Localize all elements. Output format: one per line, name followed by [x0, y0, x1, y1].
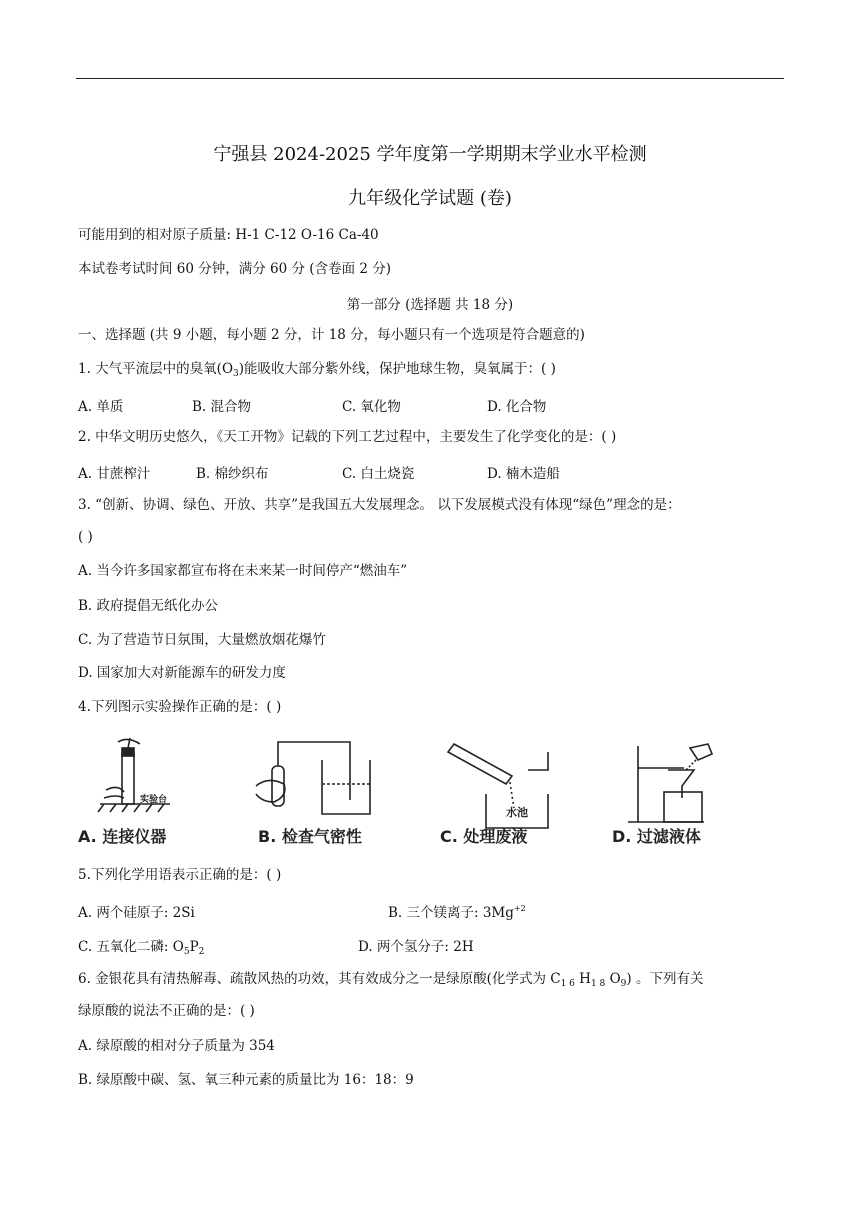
- figure-d-filtration: [628, 744, 712, 822]
- question-4-stem: 4.下列图示实验操作正确的是：( ): [78, 699, 282, 715]
- q1-option-d: D. 化合物: [487, 399, 547, 415]
- question-3-stem: 3. “创新、协调、绿色、开放、共享”是我国五大发展理念。 以下发展模式没有体现“绿色”理念的是：: [78, 497, 681, 513]
- q6-option-a: A. 绿原酸的相对分子质量为 354: [78, 1038, 275, 1054]
- lab-bench-label: 实验台: [140, 795, 168, 805]
- exam-time: 本试卷考试时间 60 分钟，满分 60 分 (含卷面 2 分): [78, 261, 392, 277]
- top-rule: [76, 78, 784, 79]
- section-instruction: 一、选择题 (共 9 小题，每小题 2 分，计 18 分，每小题只有一个选项是符合题意的): [78, 327, 585, 343]
- lab-operations-figure: [78, 736, 718, 852]
- q1-option-a: A. 单质: [78, 399, 124, 415]
- q2-option-c: C. 白土烧瓷: [342, 466, 415, 482]
- exam-subtitle: 九年级化学试题 (卷): [348, 188, 512, 209]
- q5-option-d: D. 两个氢分子: 2H: [358, 939, 474, 955]
- question-3-blank: ( ): [78, 529, 93, 545]
- question-6-stem: 6. 金银花具有清热解毒、疏散风热的功效，其有效成分之一是绿原酸(化学式为 $C_{1 6}$ $H_{1 8}$ $O_9$) 。下列有关: [78, 971, 704, 989]
- part1-heading: 第一部分 (选择题 共 18 分): [346, 297, 514, 313]
- q5-option-c: C. 五氧化二磷: $O_5P_2$: [78, 939, 205, 957]
- q3-option-d: D. 国家加大对新能源车的研发力度: [78, 665, 286, 681]
- q2-option-b: B. 棉纱织布: [196, 466, 269, 482]
- q1-option-b: B. 混合物: [192, 399, 252, 415]
- q1-option-c: C. 氧化物: [342, 399, 401, 415]
- atomic-masses: 可能用到的相对原子质量: H-1 C-12 O-16 Ca-40: [78, 227, 379, 243]
- q5-option-b: B. 三个镁离子: $3Mg^{+2}$: [388, 904, 526, 921]
- q2-option-d: D. 楠木造船: [487, 466, 560, 482]
- q3-option-c: C. 为了营造节日氛围，大量燃放烟花爆竹: [78, 632, 326, 648]
- figure-b-airtightness-check: [256, 742, 370, 814]
- question-6-stem-line2: 绿原酸的说法不正确的是：( ): [78, 1003, 255, 1019]
- figure-b-caption: B. 检查气密性: [258, 827, 362, 846]
- question-5-stem: 5.下列化学用语表示正确的是：( ): [78, 867, 282, 883]
- q6-option-b: B. 绿原酸中碳、氢、氧三种元素的质量比为 16：18：9: [78, 1072, 414, 1088]
- q2-option-a: A. 甘蔗榨汁: [78, 466, 151, 482]
- figure-d-caption: D. 过滤液体: [612, 827, 701, 846]
- sink-label: 水池: [506, 806, 528, 819]
- q3-option-a: A. 当今许多国家都宣布将在未来某一时间停产“燃油车”: [78, 563, 408, 579]
- exam-title: 宁强县 2024-2025 学年度第一学期期末学业水平检测: [213, 144, 647, 165]
- figure-c-caption: C. 处理废液: [440, 827, 528, 846]
- question-2-stem: 2. 中华文明历史悠久，《天工开物》记载的下列工艺过程中，主要发生了化学变化的是：( ): [78, 429, 617, 445]
- figure-a-caption: A. 连接仪器: [78, 827, 167, 846]
- question-1-stem: 1. 大气平流层中的臭氧$(O_3)$能吸收大部分紫外线，保护地球生物，臭氧属于：( ): [78, 361, 556, 379]
- q5-option-a: A. 两个硅原子: 2Si: [78, 905, 195, 921]
- figure-c-waste-disposal: [448, 744, 548, 828]
- q3-option-b: B. 政府提倡无纸化办公: [78, 598, 219, 614]
